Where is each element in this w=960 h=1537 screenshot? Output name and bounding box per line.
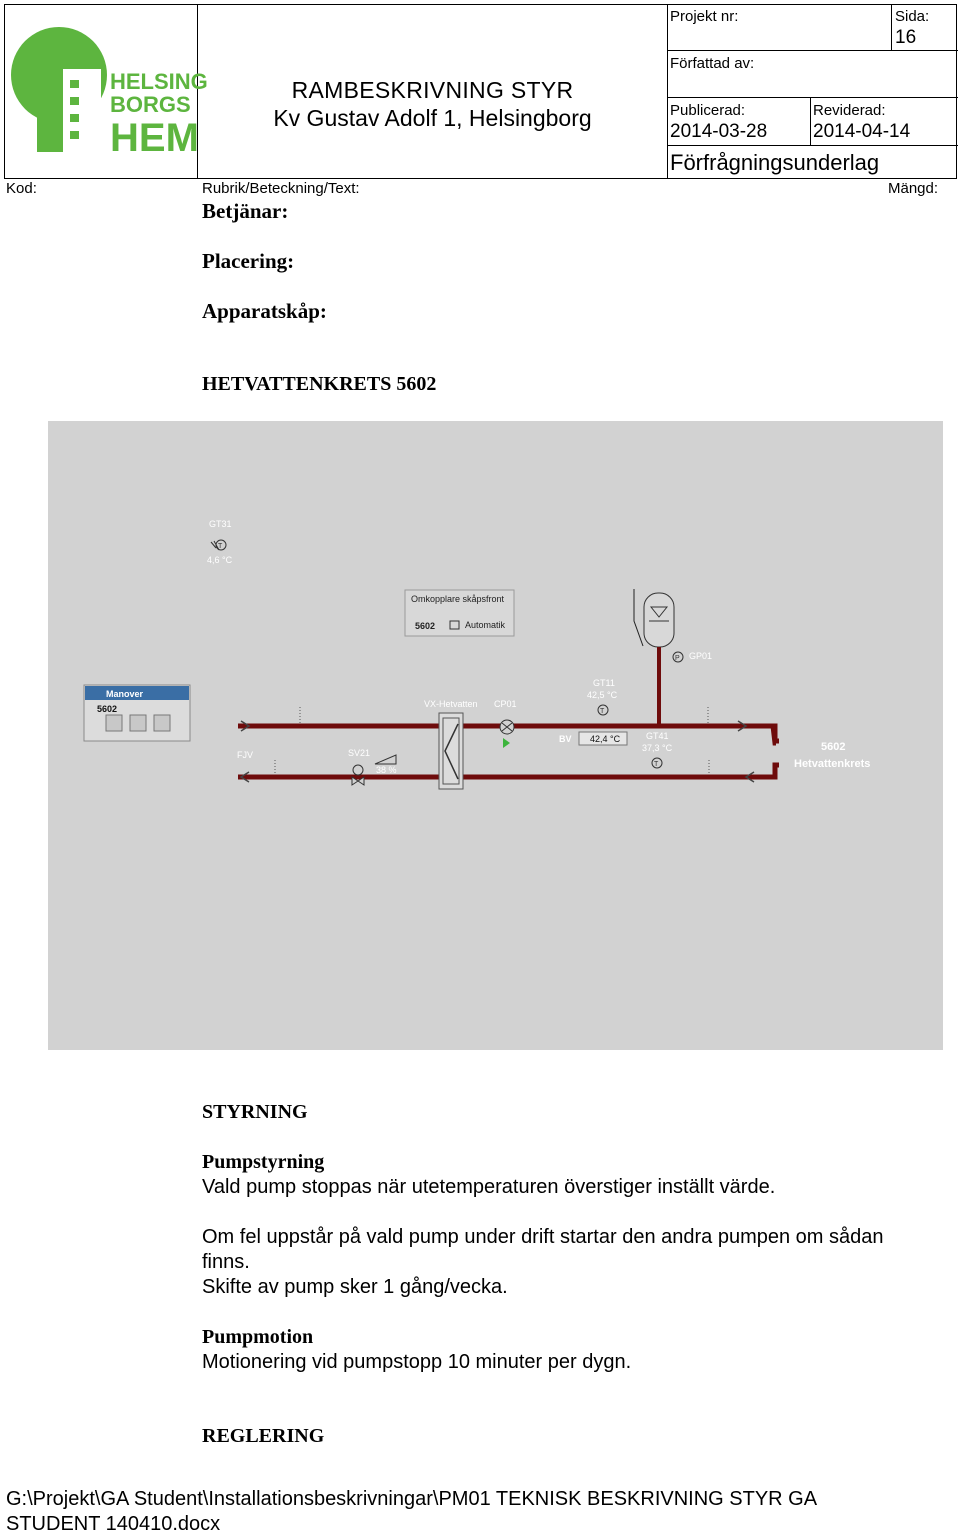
header-divider (667, 50, 958, 51)
document-header (4, 4, 957, 179)
rubrik-label: Rubrik/Beteckning/Text: (202, 180, 360, 197)
header-divider (667, 145, 958, 146)
switch-id: 5602 (415, 621, 436, 631)
logo-text-3: HEM (110, 116, 199, 160)
gt41-value: 37,3 °C (642, 743, 673, 753)
header-divider (810, 97, 811, 145)
svg-text:T: T (600, 708, 605, 715)
reviderad-label: Reviderad: (813, 102, 886, 119)
header-divider (891, 5, 892, 50)
gt41-label: GT41 (646, 731, 669, 741)
bv-value: 42,4 °C (590, 734, 621, 744)
reviderad-value: 2014-04-14 (813, 121, 911, 142)
styrning-heading: STYRNING (202, 1101, 308, 1123)
sv21-position-icon (375, 755, 396, 764)
manover-button-3[interactable] (154, 715, 170, 731)
manover-panel[interactable] (84, 685, 190, 741)
pumpmotion-heading: Pumpmotion (202, 1326, 314, 1348)
gt31-label: GT31 (209, 519, 232, 529)
projekt-nr-label: Projekt nr: (670, 8, 739, 25)
gt41-sensor-icon[interactable] (652, 758, 662, 768)
header-divider (667, 5, 668, 178)
pumpstyrning-heading: Pumpstyrning (202, 1151, 325, 1173)
gt11-sensor-icon[interactable] (598, 705, 608, 715)
fjv-label: FJV (237, 750, 254, 760)
pumpmotion-p1: Motionering vid pumpstopp 10 minuter per dygn. (202, 1351, 632, 1373)
forfattad-label: Författad av: (670, 55, 755, 72)
placering-label: Placering: (202, 249, 295, 273)
bv-label: BV (559, 734, 572, 744)
column-labels (0, 180, 960, 198)
expansion-vessel-icon (634, 589, 674, 647)
manover-title: Manover (106, 689, 144, 699)
pumpstyrning-p3: Skifte av pump sker 1 gång/vecka. (202, 1276, 508, 1298)
svg-text:P: P (675, 655, 680, 662)
file-path-line-2: STUDENT 140410.docx (6, 1513, 221, 1535)
switch-title: Omkopplare skåpsfront (411, 594, 505, 604)
gt31-sensor-icon[interactable] (211, 540, 226, 550)
publicerad-label: Publicerad: (670, 102, 746, 119)
svg-text:T: T (654, 761, 659, 768)
kod-label: Kod: (6, 180, 37, 197)
manover-button-2[interactable] (130, 715, 146, 731)
cp01-pump-icon[interactable] (500, 720, 514, 734)
sv21-value: 38 % (376, 765, 397, 775)
sv21-label: SV21 (348, 748, 371, 758)
header-divider (667, 97, 958, 98)
gp01-pressure-sensor-icon[interactable] (673, 652, 683, 662)
document-title (198, 5, 667, 180)
heat-exchanger-icon[interactable] (439, 713, 463, 789)
pumpstyrning-p2a: Om fel uppstår på vald pump under drift startar den andra pumpen om sådan (202, 1226, 884, 1248)
manover-id: 5602 (97, 704, 118, 714)
circuit-name: Hetvattenkrets (794, 758, 871, 770)
betjanar-label: Betjänar: (202, 199, 289, 223)
manover-button-1[interactable] (106, 715, 122, 731)
pumpstyrning-p2b: finns. (202, 1251, 250, 1273)
wx-label: VX-Hetvatten (424, 699, 478, 709)
gt11-label: GT11 (593, 678, 615, 688)
circuit-id: 5602 (821, 741, 846, 753)
cabinet-switch-panel[interactable] (405, 590, 514, 636)
publicerad-value: 2014-03-28 (670, 121, 768, 142)
mangd-label: Mängd: (888, 180, 939, 197)
logo-text-2: BORGS (110, 92, 191, 117)
logo-text-1: HELSING (110, 69, 208, 94)
sida-label: Sida: (895, 8, 930, 25)
cp01-label: CP01 (494, 699, 517, 709)
file-path-line-1: G:\Projekt\GA Student\Installationsbeskrivningar\PM01 TEKNISK BESKRIVNING STYR GA (6, 1488, 818, 1510)
gp01-label: GP01 (689, 651, 713, 661)
title-line-1: RAMBESKRIVNING STYR (291, 77, 574, 103)
document-status: Förfrågningsunderlag (670, 150, 880, 175)
gt11-value: 42,5 °C (587, 690, 618, 700)
section-title: HETVATTENKRETS 5602 (202, 373, 437, 395)
file-path-footer (6, 1487, 946, 1537)
gt31-value: 4,6 °C (207, 555, 233, 565)
title-line-2: Kv Gustav Adolf 1, Helsingborg (273, 105, 592, 131)
pumpstyrning-p1: Vald pump stoppas när utetemperaturen överstiger inställt värde. (202, 1176, 776, 1198)
reglering-heading: REGLERING (202, 1425, 325, 1447)
cp01-run-indicator (503, 738, 510, 748)
sida-value: 16 (895, 27, 917, 48)
helsingborgshem-logo (7, 25, 208, 160)
switch-mode: Automatik (465, 620, 506, 630)
svg-text:T: T (218, 543, 223, 550)
apparatskap-label: Apparatskåp: (202, 299, 327, 323)
scada-diagram (48, 421, 943, 1050)
